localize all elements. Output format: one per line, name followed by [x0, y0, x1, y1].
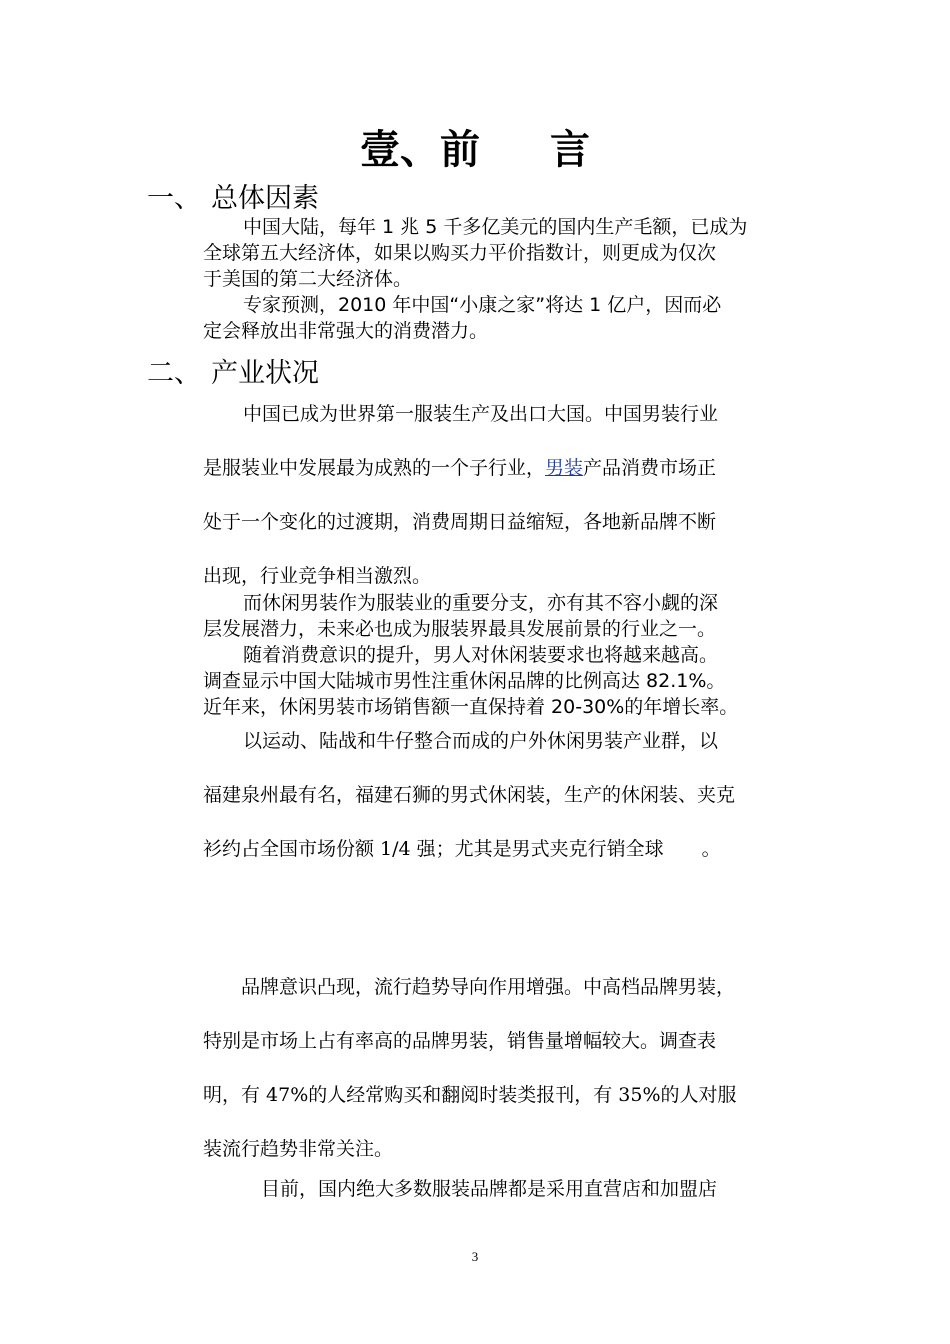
text-line: 出现，行业竞争相当激烈。: [203, 565, 432, 587]
text-line: 品牌意识凸现，流行趋势导向作用增强。中高档品牌男装，: [241, 976, 736, 998]
section-1-body: [203, 214, 808, 344]
menswear-link[interactable]: 男装: [545, 457, 584, 479]
text-line: 中国已成为世界第一服装生产及出口大国。中国男装行业: [243, 403, 719, 425]
text-line: 层发展潜力，未来必也成为服装界最具发展前景的行业之一。: [203, 618, 717, 640]
text-line: 中国大陆，每年 1 兆 5 千多亿美元的国内生产毛额，已成为: [243, 216, 748, 238]
page-number: 3: [471, 1249, 479, 1264]
text-line: 福建泉州最有名，福建石狮的男式休闲装，生产的休闲装、夹克: [203, 784, 736, 806]
text-line: 近年来，休闲男装市场销售额一直保持着 20-30%的年增长率。: [203, 696, 739, 718]
text-line: 是服装业中发展最为成熟的一个子行业，男装产品消费市场正: [203, 457, 717, 479]
title-part-1: 壹、前: [360, 126, 480, 173]
section-2-paragraph-1: [203, 401, 808, 617]
text-line: 装流行趋势非常关注。: [203, 1138, 394, 1160]
section-1-heading: [147, 176, 319, 215]
text-line: 随着消费意识的提升，男人对休闲装要求也将越来越高。: [243, 644, 719, 666]
text-line: 明，有 47%的人经常购买和翻阅时装类报刊，有 35%的人对服: [203, 1084, 737, 1106]
text-line: 定会释放出非常强大的消费潜力。: [203, 320, 489, 342]
section-2-number: 二、: [147, 358, 201, 389]
text-line: 特别是市场上占有率高的品牌男装，销售量增幅较大。调查表: [203, 1030, 717, 1052]
section-2-paragraph-4: [203, 974, 808, 1190]
text-line: 处于一个变化的过渡期，消费周期日益缩短，各地新品牌不断: [203, 511, 717, 533]
section-2-paragraph-2: [203, 590, 808, 720]
text-line: 而休闲男装作为服装业的重要分支，亦有其不容小觑的深: [243, 592, 719, 614]
section-2-heading: [147, 351, 319, 390]
section-2-paragraph-3: [203, 728, 808, 890]
text-line: 全球第五大经济体，如果以购买力平价指数计，则更成为仅次: [203, 242, 717, 264]
text-line: 专家预测，2010 年中国“小康之家”将达 1 亿户，因而必: [243, 294, 722, 316]
section-1-number: 一、: [147, 183, 201, 214]
text-line: 调查显示中国大陆城市男性注重休闲品牌的比例高达 82.1%。: [203, 670, 726, 692]
text-line: 于美国的第二大经济体。: [203, 268, 413, 290]
section-1-title: 总体因素: [211, 183, 319, 214]
title-part-2: 言: [550, 126, 590, 173]
text-line: 衫约占全国市场份额 1/4 强；尤其是男式夹克行销全球 。: [203, 838, 721, 860]
page-title: [0, 118, 950, 175]
section-2-title: 产业状况: [211, 358, 319, 389]
text-line: 目前，国内绝大多数服装品牌都是采用直营店和加盟店: [261, 1178, 718, 1200]
text-line: 以运动、陆战和牛仔整合而成的户外休闲男装产业群，以: [243, 730, 719, 752]
section-2-paragraph-5: [203, 1176, 808, 1202]
